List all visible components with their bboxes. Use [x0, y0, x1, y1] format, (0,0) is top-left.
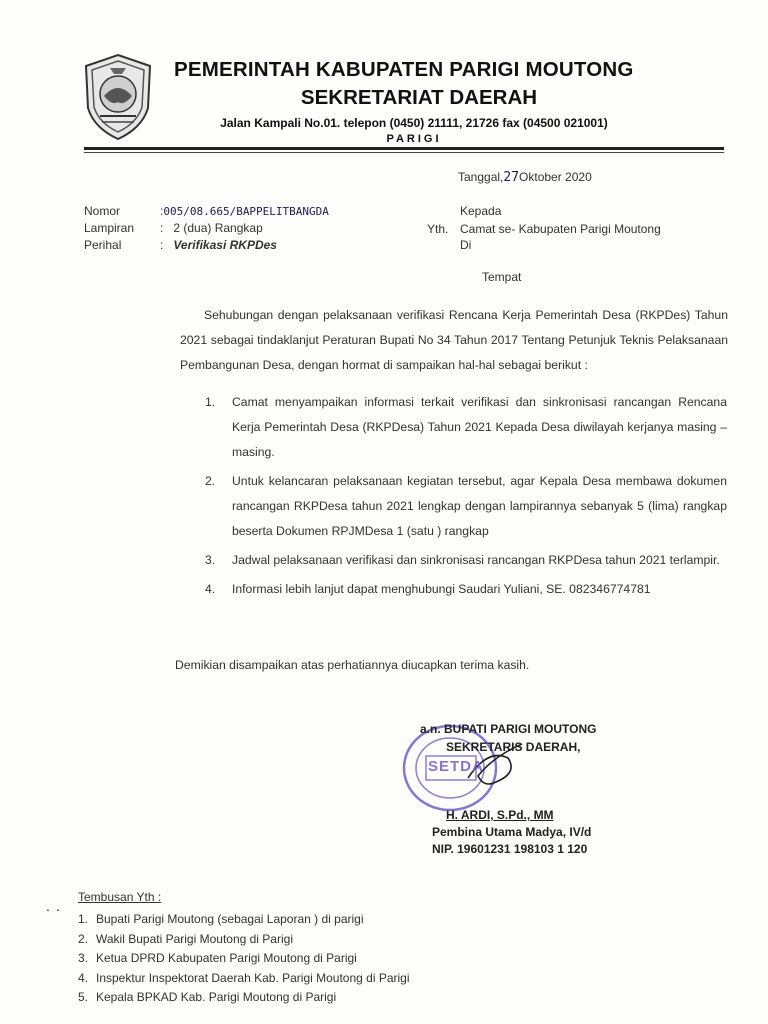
- signatory-name: H. ARDI, S.Pd., MM: [446, 808, 554, 822]
- nomor-label: Nomor: [84, 204, 121, 218]
- letterhead-city: PARIGI: [386, 133, 442, 145]
- list-item-text: Informasi lebih lanjut dapat menghubungi Saudari Yuliani, SE. 082346774781: [232, 582, 651, 596]
- letterhead-rule-thin: [84, 152, 724, 153]
- list-item-text: Untuk kelancaran pelaksanaan kegiatan tersebut, agar Kepala Desa membawa dokumen rancangan RKPDesa tahun 2021 lengkap dengan lampirannya sebanyak 5 (lima) rangkap beserta Dokumen RPJMDesa 1 (satu ) rangkap: [232, 474, 727, 538]
- cc-item-text: Kepala BPKAD Kab. Parigi Moutong di Parigi: [96, 990, 337, 1004]
- recipient-kepada: Kepada: [460, 204, 502, 218]
- recipient-yth: Yth.: [427, 222, 449, 236]
- nomor-value: [160, 204, 329, 218]
- cc-item-text: Wakil Bupati Parigi Moutong di Parigi: [96, 931, 293, 946]
- cc-item-text: Bupati Parigi Moutong (sebagai Laporan ) di parigi: [96, 912, 364, 926]
- perihal-separator: :: [160, 238, 164, 252]
- perihal-label: Perihal: [84, 238, 122, 252]
- list-item: [78, 930, 410, 950]
- date-day-handwritten: 27: [503, 170, 520, 185]
- closing-sentence: Demikian disampaikan atas perhatiannya diucapkan terima kasih.: [175, 658, 530, 672]
- list-item: [78, 949, 410, 969]
- cc-heading: Tembusan Yth :: [78, 890, 162, 904]
- cc-item-number: 5.: [78, 990, 89, 1004]
- perihal-text: Verifikasi RKPDes: [173, 238, 277, 252]
- lampiran-value: [160, 221, 263, 235]
- cc-item-number: 1.: [78, 912, 89, 926]
- list-item-number: 2.: [205, 474, 216, 488]
- recipient-di: Di: [460, 238, 472, 252]
- nomor-handwritten: 005/08.665/BAPPELITBANGDA: [163, 205, 329, 218]
- signatory-nip: NIP. 19601231 198103 1 120: [432, 842, 588, 856]
- list-item-number: 1.: [205, 395, 216, 409]
- regency-emblem-icon: [80, 52, 156, 142]
- cc-item-text: Inspektur Inspektorat Daerah Kab. Parigi Moutong di Parigi: [96, 970, 410, 985]
- letterhead-rule-thick: [84, 147, 724, 150]
- letter-date: [458, 170, 592, 185]
- list-item-text: Camat menyampaikan informasi terkait verifikasi dan sinkronisasi rancangan Rencana Kerja Pemerintah Desa (RKPDesa) Tahun 2021 Kepada Desa diwilayah kerjanya masing –masing.: [232, 395, 727, 459]
- list-item: [205, 469, 727, 544]
- letterhead-title: PEMERINTAH KABUPATEN PARIGI MOUTONG: [174, 58, 634, 81]
- signature-line2: SEKRETARIS DAERAH,: [446, 740, 581, 754]
- stamp-text: SETDA: [428, 758, 484, 775]
- letterhead-subtitle: SEKRETARIAT DAERAH: [300, 86, 538, 109]
- intro-text: Sehubungan dengan pelaksanaan verifikasi Rencana Kerja Pemerintah Desa (RKPDes) Tahun 2021 sebagai tindaklanjut Peraturan Bupati No 34 Tahun 2017 Tentang Petunjuk Teknis Pelaksanaan Pembangunan Desa, dengan hormat di sampaikan hal-hal sebagai berikut :: [180, 308, 728, 372]
- list-item-number: 3.: [205, 553, 216, 567]
- instruction-list: [205, 390, 727, 606]
- cc-item-number: 3.: [78, 951, 89, 965]
- lampiran-separator: :: [160, 221, 164, 235]
- signatory-rank: Pembina Utama Madya, IV/d: [432, 825, 592, 839]
- lampiran-text: 2 (dua) Rangkap: [173, 221, 263, 235]
- lampiran-label: Lampiran: [84, 221, 135, 235]
- list-item: [205, 548, 727, 573]
- margin-dots: ..: [46, 898, 66, 914]
- cc-list: [78, 910, 410, 1008]
- list-item-text: Jadwal pelaksanaan verifikasi dan sinkronisasi rancangan RKPDesa tahun 2021 terlampir.: [232, 553, 720, 567]
- list-item: [205, 390, 727, 465]
- list-item-number: 4.: [205, 582, 216, 596]
- list-item: [78, 988, 410, 1008]
- cc-item-text: Ketua DPRD Kabupaten Parigi Moutong di Parigi: [96, 951, 357, 965]
- cc-item-number: 2.: [78, 931, 89, 946]
- letterhead-address: Jalan Kampali No.01. telepon (0450) 21111, 21726 fax (04500 021001): [220, 116, 608, 130]
- recipient-name: Camat se- Kabupaten Parigi Moutong: [460, 222, 661, 236]
- perihal-value: [160, 238, 277, 252]
- list-item: [78, 910, 410, 930]
- date-prefix: Tanggal,: [458, 170, 504, 184]
- date-month-year: Oktober 2020: [519, 170, 592, 184]
- intro-paragraph: [180, 303, 728, 378]
- recipient-tempat: Tempat: [482, 270, 522, 284]
- nomor-separator: :: [160, 204, 164, 218]
- cc-item-number: 4.: [78, 970, 89, 985]
- list-item: [78, 969, 410, 989]
- signature-line1: a.n. BUPATI PARIGI MOUTONG: [420, 722, 597, 736]
- list-item: [205, 577, 727, 602]
